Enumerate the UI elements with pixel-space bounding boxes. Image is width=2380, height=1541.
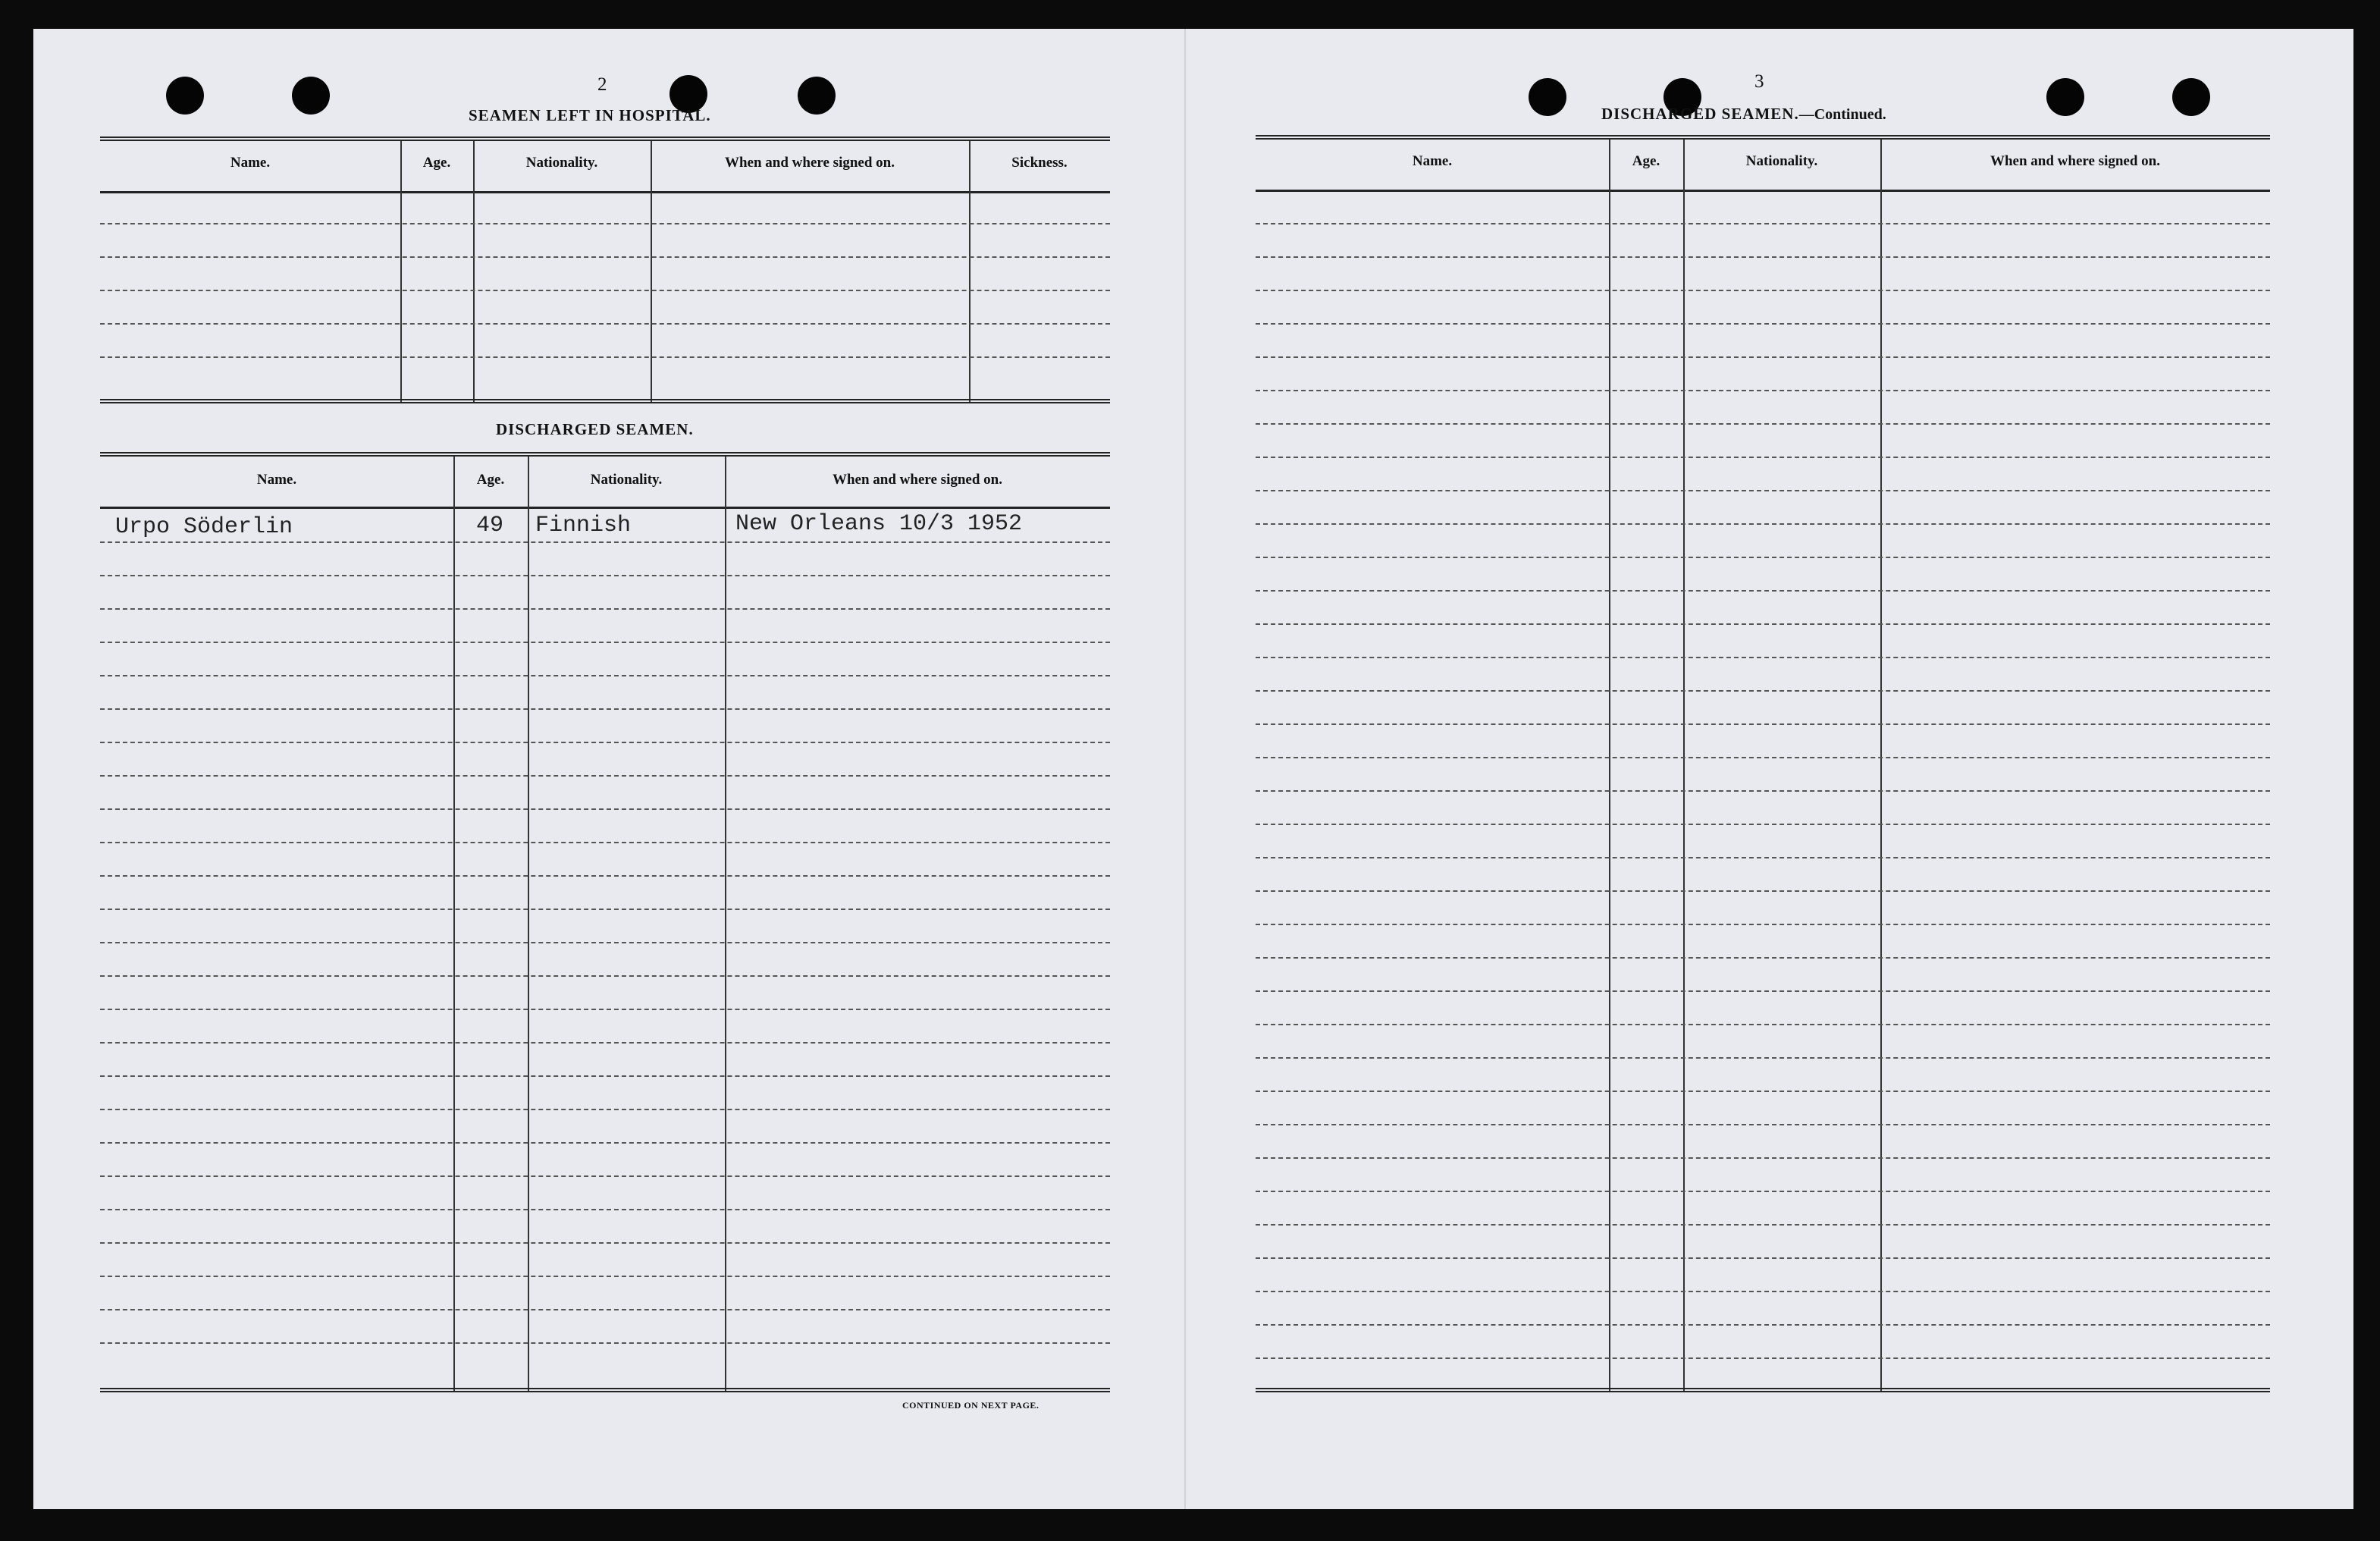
discharged-section-title: DISCHARGED SEAMEN.	[496, 420, 694, 438]
discharged-continued-title	[1601, 105, 1886, 124]
header-name: Name.	[256, 472, 297, 488]
header-nationality: Nationality.	[525, 155, 598, 171]
punch-hole	[1529, 78, 1566, 116]
punch-hole	[2172, 78, 2210, 116]
header-age: Age.	[422, 155, 451, 171]
header-name: Name.	[1412, 153, 1453, 169]
punch-hole	[798, 77, 836, 115]
page-fold	[1184, 29, 1186, 1509]
header-signed-on: When and where signed on.	[832, 472, 1002, 488]
header-nationality: Nationality.	[1745, 153, 1818, 169]
punch-hole	[166, 77, 204, 115]
page-number: 3	[1754, 71, 1764, 92]
header-nationality: Nationality.	[590, 472, 663, 488]
discharged-signed-on: New Orleans 10/3 1952	[735, 511, 1023, 537]
title-main: DISCHARGED SEAMEN.	[1601, 105, 1799, 123]
discharged-name: Urpo Söderlin	[115, 514, 293, 540]
discharged-continued-table	[1256, 135, 2270, 1394]
header-signed-on: When and where signed on.	[1990, 153, 2160, 169]
header-name: Name.	[230, 155, 271, 171]
discharged-age: 49	[476, 513, 504, 538]
punch-hole	[292, 77, 330, 115]
header-age: Age.	[476, 472, 505, 488]
page-number: 2	[597, 74, 607, 95]
discharged-table	[100, 452, 1110, 1394]
discharged-nationality: Finnish	[535, 513, 632, 538]
header-signed-on: When and where signed on.	[724, 155, 895, 171]
hospital-table	[100, 137, 1110, 406]
punch-hole	[2046, 78, 2084, 116]
header-age: Age.	[1632, 153, 1660, 169]
header-sickness: Sickness.	[1011, 155, 1068, 171]
title-suffix: —Continued.	[1798, 106, 1886, 123]
continued-footer: CONTINUED ON NEXT PAGE.	[902, 1400, 1039, 1411]
hospital-section-title: SEAMEN LEFT IN HOSPITAL.	[469, 106, 711, 124]
